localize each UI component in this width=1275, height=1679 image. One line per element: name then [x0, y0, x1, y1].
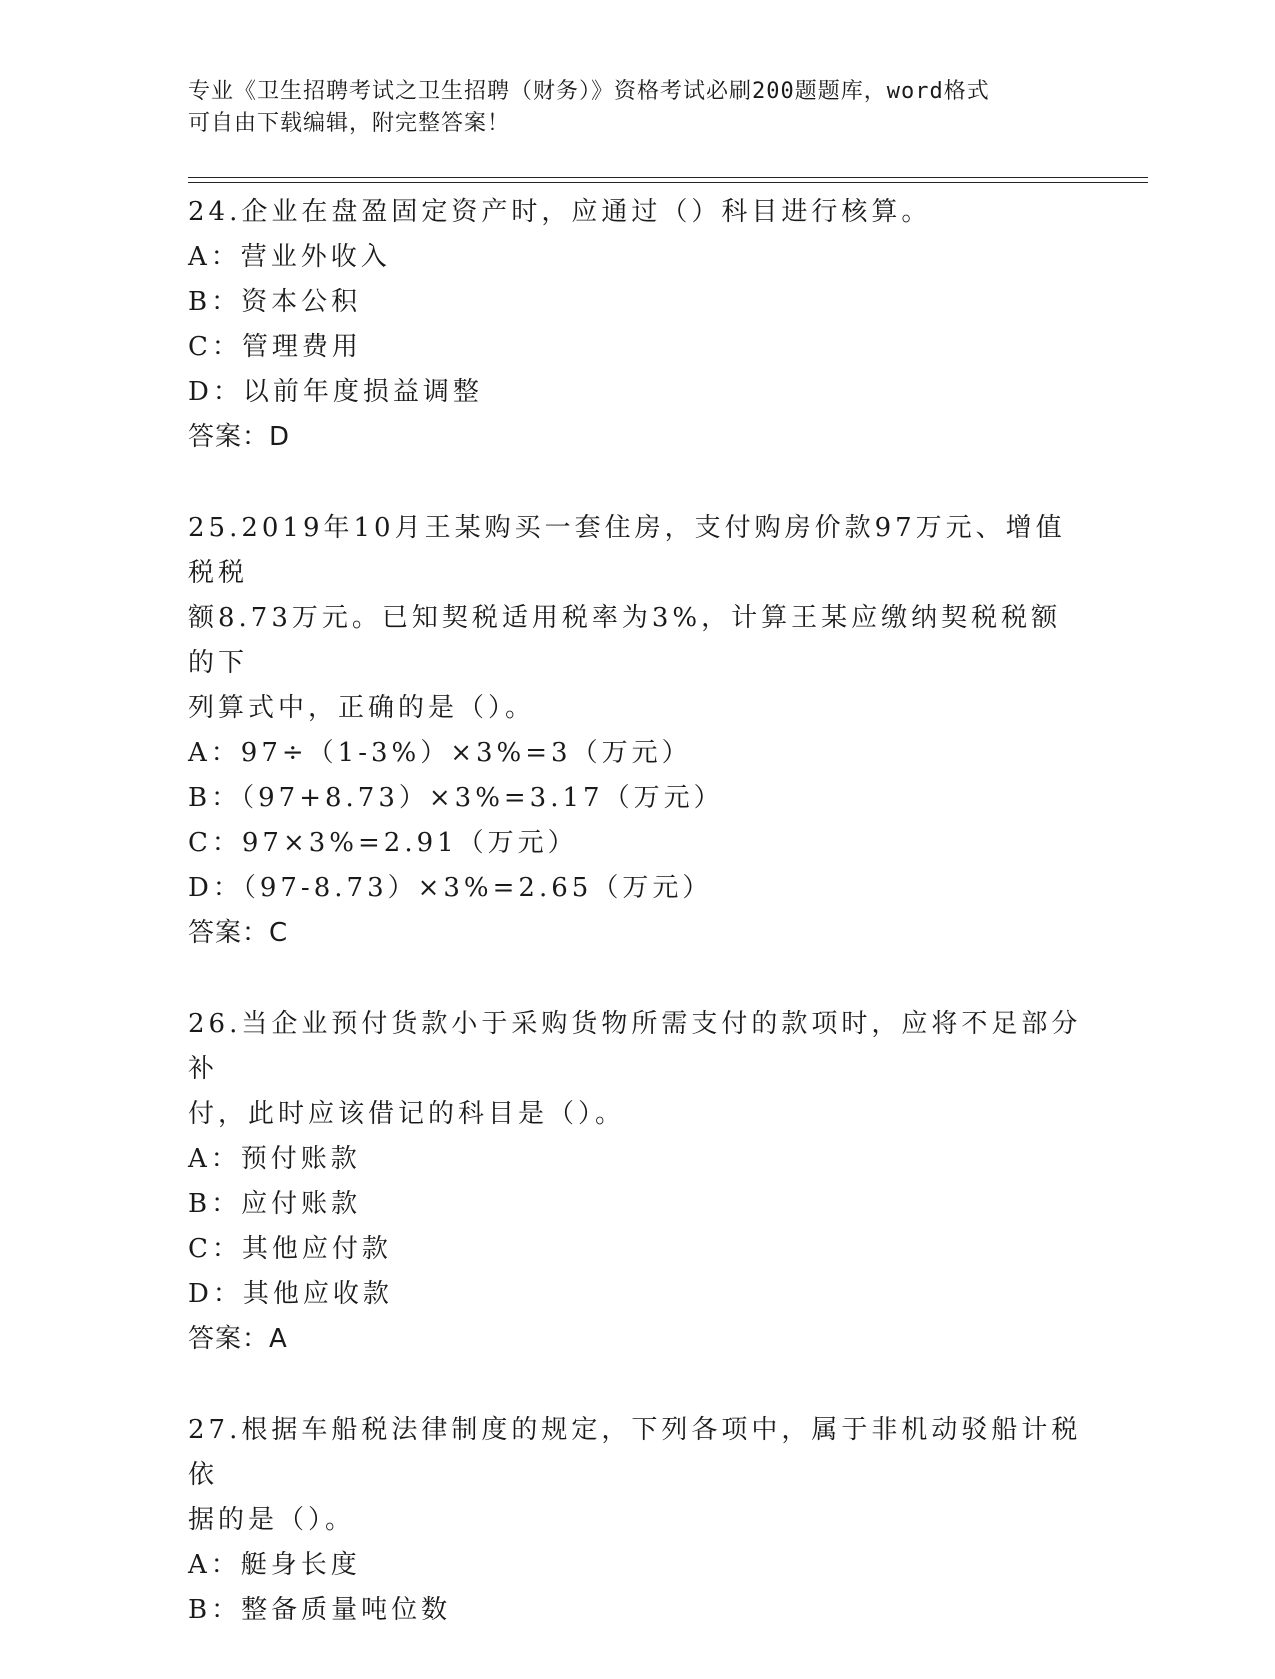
answer-label: 答案：D: [188, 422, 291, 452]
header-line-1: 专业《卫生招聘考试之卫生招聘（财务）》资格考试必刷200题题库，word格式: [188, 79, 990, 104]
option-b: B：资本公积: [188, 287, 362, 317]
option-a: A：预付账款: [188, 1144, 361, 1174]
option-d: D：（97-8.73）×3%=2.65（万元）: [188, 873, 713, 903]
question-27: [188, 1408, 1088, 1633]
option-b: B：（97+8.73）×3%=3.17（万元）: [188, 783, 724, 813]
question-stem-line-1: 26.当企业预付货款小于采购货物所需支付的款项时，应将不足部分补: [188, 1009, 1082, 1084]
question-25: [188, 506, 1088, 956]
header-divider-bottom: [188, 182, 1148, 183]
option-b: B：整备质量吨位数: [188, 1595, 452, 1625]
option-c: C：其他应付款: [188, 1234, 392, 1264]
option-a: A：97÷（1-3%）×3%=3（万元）: [188, 738, 692, 768]
question-26: [188, 1002, 1088, 1362]
question-stem-line-2: 付，此时应该借记的科目是（）。: [188, 1099, 626, 1129]
answer-label: 答案：A: [188, 1324, 288, 1354]
option-d: D：以前年度损益调整: [188, 377, 483, 407]
answer-label: 答案：C: [188, 918, 289, 948]
option-b: B：应付账款: [188, 1189, 362, 1219]
question-stem-line-2: 额8.73万元。已知契税适用税率为3%，计算王某应缴纳契税税额的下: [188, 603, 1062, 678]
header-divider-top: [188, 177, 1148, 178]
option-c: C：97×3%=2.91（万元）: [188, 828, 578, 858]
option-d: D：其他应收款: [188, 1279, 393, 1309]
question-stem-line-1: 25.2019年10月王某购买一套住房，支付购房价款97万元、增值税税: [188, 513, 1066, 588]
question-stem-line-2: 据的是（）。: [188, 1505, 356, 1535]
question-stem-line-3: 列算式中，正确的是（）。: [188, 693, 536, 723]
document-header: [188, 76, 1088, 140]
question-list: [188, 190, 1088, 1679]
option-c: C：管理费用: [188, 332, 362, 362]
option-a: A：营业外收入: [188, 242, 391, 272]
question-stem: 24.企业在盘盈固定资产时，应通过（）科目进行核算。: [188, 197, 932, 227]
question-24: [188, 190, 1088, 460]
header-line-2: 可自由下载编辑，附完整答案！: [188, 111, 511, 136]
question-stem-line-1: 27.根据车船税法律制度的规定，下列各项中，属于非机动驳船计税依: [188, 1415, 1082, 1490]
option-a: A：艇身长度: [188, 1550, 361, 1580]
